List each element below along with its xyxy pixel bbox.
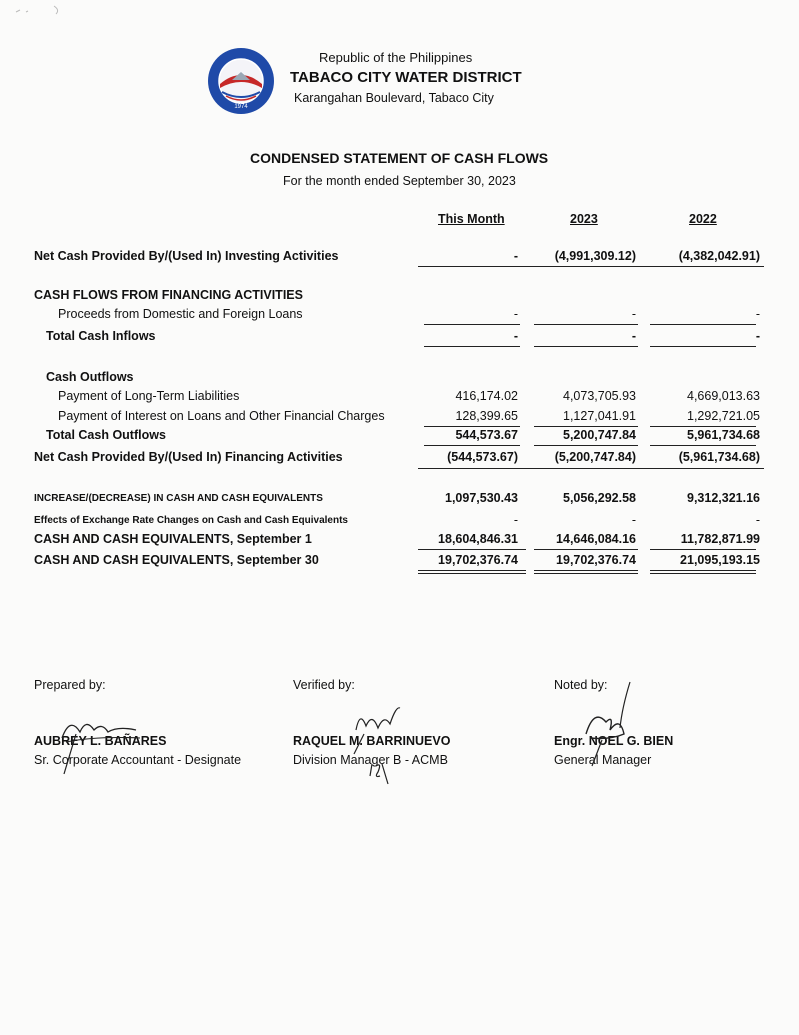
divider <box>424 445 520 446</box>
value-2023: (5,200,747.84) <box>554 450 636 464</box>
district-address: Karangahan Boulevard, Tabaco City <box>294 91 494 105</box>
row-payment-long-term-liabilities <box>34 389 764 409</box>
noted-by-title: General Manager <box>554 753 652 767</box>
value-2023: (4,991,309.12) <box>554 249 636 263</box>
value-2022: 9,312,321.16 <box>687 491 760 505</box>
divider <box>424 324 520 325</box>
district-name: TABACO CITY WATER DISTRICT <box>290 69 522 86</box>
value-2022: (5,961,734.68) <box>678 450 760 464</box>
value-2022: 4,669,013.63 <box>687 389 760 403</box>
value-this-month: - <box>513 307 518 321</box>
verified-by-signature <box>350 700 410 790</box>
divider <box>418 468 764 469</box>
statement-title: CONDENSED STATEMENT OF CASH FLOWS <box>250 150 549 166</box>
value-this-month: 544,573.67 <box>455 428 518 442</box>
value-2022: - <box>755 513 760 527</box>
row-label: Net Cash Provided By/(Used In) Investing Activities <box>34 249 339 263</box>
value-2022: 11,782,871.99 <box>680 532 760 546</box>
prepared-by-title: Sr. Corporate Accountant - Designate <box>34 753 242 767</box>
divider <box>534 346 638 347</box>
value-this-month: 416,174.02 <box>455 389 518 403</box>
row-fx-effects <box>34 513 764 533</box>
value-2022: (4,382,042.91) <box>678 249 760 263</box>
value-this-month: (544,573.67) <box>447 450 518 464</box>
value-2022: 5,961,734.68 <box>687 428 760 442</box>
divider <box>650 346 756 347</box>
value-2022: - <box>755 329 760 343</box>
prepared-by-signature <box>56 708 146 778</box>
row-label: Payment of Long-Term Liabilities <box>58 389 240 403</box>
divider <box>534 426 638 427</box>
row-net-financing <box>34 450 764 470</box>
section-financing <box>34 288 764 308</box>
republic-line: Republic of the Philippines <box>319 50 473 65</box>
value-this-month: 18,604,846.31 <box>438 532 518 546</box>
value-2022: 21,095,193.15 <box>680 553 760 567</box>
divider <box>424 426 520 427</box>
section-outflows <box>34 370 764 390</box>
value-2023: - <box>631 329 636 343</box>
value-this-month: 19,702,376.74 <box>438 553 518 567</box>
column-header-2022: 2022 <box>689 212 717 226</box>
prepared-by-name: AUBREY L. BAÑARES <box>34 734 167 748</box>
verified-by-caption: Verified by: <box>293 678 355 692</box>
row-label: CASH AND CASH EQUIVALENTS, September 1 <box>34 532 312 546</box>
value-2023: 19,702,376.74 <box>556 553 636 567</box>
double-underline <box>534 570 638 574</box>
noted-by-caption: Noted by: <box>554 678 608 692</box>
district-seal-logo <box>206 46 276 116</box>
divider <box>534 324 638 325</box>
double-underline <box>418 570 526 574</box>
value-2022: 1,292,721.05 <box>687 409 760 423</box>
section-label: Cash Outflows <box>46 370 134 384</box>
row-label: Net Cash Provided By/(Used In) Financing Activities <box>34 450 343 464</box>
value-2022: - <box>755 307 760 321</box>
scan-marks <box>14 2 64 18</box>
value-this-month: 1,097,530.43 <box>445 491 518 505</box>
value-2023: 4,073,705.93 <box>563 389 636 403</box>
row-label: INCREASE/(DECREASE) IN CASH AND CASH EQUIVALENTS <box>34 493 323 504</box>
row-label: Effects of Exchange Rate Changes on Cash and Cash Equivalents <box>34 515 348 526</box>
statement-subtitle: For the month ended September 30, 2023 <box>283 174 516 188</box>
svg-text:1974: 1974 <box>234 104 248 110</box>
prepared-by-caption: Prepared by: <box>34 678 106 692</box>
value-this-month: - <box>513 329 518 343</box>
row-label: Proceeds from Domestic and Foreign Loans <box>58 307 303 321</box>
divider <box>650 426 756 427</box>
verified-by-title: Division Manager B - ACMB <box>293 753 448 767</box>
divider <box>418 549 526 550</box>
divider <box>418 266 764 267</box>
value-this-month: - <box>513 513 518 527</box>
row-label: Payment of Interest on Loans and Other Financial Charges <box>58 409 385 423</box>
row-increase-decrease <box>34 491 764 511</box>
divider <box>650 549 756 550</box>
column-header-2023: 2023 <box>570 212 598 226</box>
value-2023: 1,127,041.91 <box>563 409 636 423</box>
noted-by-name: Engr. NOEL G. BIEN <box>554 734 674 748</box>
divider <box>424 346 520 347</box>
divider <box>650 445 756 446</box>
double-underline <box>650 570 756 574</box>
row-label: CASH AND CASH EQUIVALENTS, September 30 <box>34 553 319 567</box>
column-header-this-month: This Month <box>438 212 505 226</box>
divider <box>534 549 638 550</box>
row-label: Total Cash Outflows <box>46 428 166 442</box>
noted-by-signature <box>580 678 640 768</box>
divider <box>650 324 756 325</box>
value-2023: - <box>631 307 636 321</box>
divider <box>534 445 638 446</box>
value-2023: 5,056,292.58 <box>563 491 636 505</box>
section-label: CASH FLOWS FROM FINANCING ACTIVITIES <box>34 288 303 302</box>
value-this-month: 128,399.65 <box>455 409 518 423</box>
verified-by-name: RAQUEL M. BARRINUEVO <box>293 734 451 748</box>
value-2023: 14,646,084.16 <box>556 532 636 546</box>
value-this-month: - <box>513 249 518 263</box>
value-2023: - <box>631 513 636 527</box>
value-2023: 5,200,747.84 <box>563 428 636 442</box>
row-label: Total Cash Inflows <box>46 329 156 343</box>
